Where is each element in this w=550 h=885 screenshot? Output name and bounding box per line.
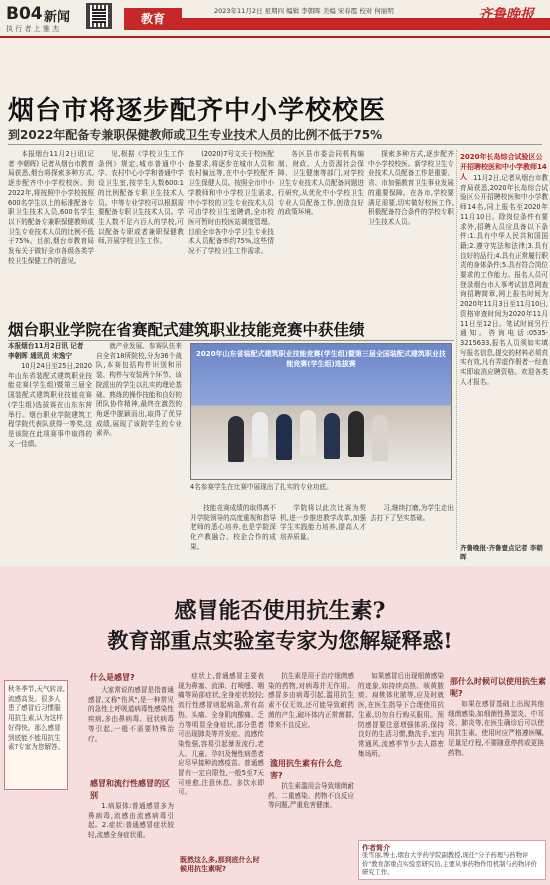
- author-note-title: 作者简介: [362, 844, 390, 852]
- story2-column-4: 学院将以此次比赛为契机,进一步推进教学改革,加强学生实践能力培养,提高人才培养质量。: [280, 504, 366, 542]
- lead-column-5: 探索多种方式,逐步配齐中小学校校医。新学校卫生专业技术人员配备工作是重要、省、市加强教育卫生事业发展的重要保障。在各市,学校要满足需要,切实做好校医工作,积极配备符合条件的学校专职卫生技术人员。: [368, 150, 454, 226]
- editor-line: 执 行 者 上 雅 杰: [6, 25, 60, 33]
- story2-column-5: 习,继续打磨,为学生走出去打下了坚实基础。: [370, 504, 454, 522]
- subhead-what-is-cold: 什么是感冒?: [90, 673, 135, 682]
- divider: [8, 340, 454, 341]
- story2-column-1: 10月24日至25日,2020年山东省装配式建筑职业技能竞赛(学生组)暨第三届全国装配式建筑职业技能竞赛(学生组)选拔赛在山东东营举行。烟台职业学院建筑工程学院代表队获得一等奖,这是该院在此项赛事中取得的又一佳绩。: [8, 362, 92, 448]
- date-line: 2023年11月2日 星期四 编辑 李朝晖 美编 宋春霞 校对 何丽明: [214, 7, 394, 15]
- divider: [8, 144, 542, 145]
- story2-headline: 烟台职业学院在省赛配式建筑职业技能竞赛中获佳绩: [8, 320, 365, 339]
- lead-column-3: (2020)7号文关于校医配备要求,将逐步在城市人员和农村偏远等,在中小学校配齐卫生保健人员。按照全市中小学教师和中小学校卫生需求,中小学校的卫生专业技术人员可由学校卫生室聘请,全市校医可暂时由校医站调度管理。目前全市各中小学卫生专业技术人员配备率约75%,这些情况不了学校卫生工作需求。: [188, 150, 274, 256]
- story3-column-3b: 抗生素滥用会导致细菌耐药、二重感染、药物不良反应等问题,严重危害健康。: [268, 782, 354, 810]
- subhead-cold-vs-flu: 感冒和流行性感冒的区别: [90, 779, 170, 800]
- photo-person: [324, 413, 340, 459]
- lead-subhead: 到2022年配备专兼职保健教师或卫生专业技术人员的比例不低于75%: [8, 128, 383, 142]
- photo-caption: 4名参赛学生在比赛中展现出了扎实的专业功底。: [190, 483, 333, 491]
- story3-column-1a: 大家常说的感冒是指普通感冒,又称"伤风",是一种常见的急性上呼吸道病毒性感染性疾病,多由鼻病毒、冠状病毒等引起,一般不需要特殊治疗。: [88, 686, 174, 743]
- channel-tab: 教育: [124, 8, 182, 30]
- story3-headline-line1: 感冒能否使用抗生素?: [174, 598, 386, 624]
- story3-headline-line2: 教育部重点实验室专家为您解疑释惑!: [107, 628, 453, 653]
- intro-quote-text: 秋冬季节,天气转凉,流感高发。很多人患了感冒后习惯服用抗生素,认为这样好得快。那么感冒到底能不能用抗生素?专家为您解答。: [8, 685, 65, 752]
- sidebar-body: 11月2日,记者从烟台市教育局获悉,2020年长岛综合试验区公开招聘校医和中小学教师14名,同上报名至2020年11月10日。除岗位条件有要求外,招聘人员应具备以下条件:1.具有中华人民共和国国籍;2.遵守宪法和法律;3.具有良好的品行;4.具有正常履行职责的身体条件;5.具有符合岗位要求的工作能力。报名人员可登录烟台市人事考试信息网查询招聘简章,网上报名时间为2020年11月3日至11月10日,资格审查时间为2020年11月11日至12日。笔试时间另行通知。咨询电话:0535-3215633,报名人员须如实填写报名信息,提交的材料必须真实有效,凡有弄虚作假者一经查实即取消应聘资格。欢迎各类人才报名。: [460, 174, 548, 386]
- lead-column-4: 各区县市委会同机构编制、财政、人力资源社会保障、卫生健康等部门,对学校卫生专业技术人员配备问题进行研究,从优化中小学校卫生专业人员配备工作,创造良好的政策环境。: [278, 150, 364, 217]
- photo-banner-text: 2020年山东省装配式建筑职业技能竞赛(学生组)暨第三届全国装配式建筑职业技能竞赛(学生组)选拔赛: [196, 350, 446, 368]
- story3-column-1b: 1.病原体:普通感冒多为鼻病毒,流感由流感病毒引起。2.症状:普通感冒症状较轻,流感全身症状重。: [88, 802, 174, 840]
- story3-column-2: 症状上,普通感冒主要表现为鼻塞、流涕、打喷嚏、咽痛等局部症状,全身症状较轻;流行性感冒则起病急,常有高热、头痛、全身肌肉酸痛、乏力等明显全身症状,部分患者可出现肺炎等并发症。流感传染性强,容易引起暴发流行,老人、儿童、孕妇及慢性病患者应尽早接种流感疫苗。普通感冒有一定自限性,一般5至7天可痊愈,注意休息、多饮水即可。: [178, 672, 264, 797]
- subhead-can-use-antibiotics: 那什么时候可以使用抗生素呢?: [450, 677, 546, 698]
- sidebar-signature: 齐鲁晚报·齐鲁壹点记者 李朝晖: [460, 544, 543, 561]
- photo-person: [228, 416, 244, 462]
- story2-column-3: 技能竞赛成绩的取得离不开学院领导的高度重视和指导老师的悉心培养,也是学院深化产教融合、校企合作的成果。: [190, 504, 276, 551]
- subhead-when-antibiotics: 既然这么多,那到底什么时候用抗生素呢?: [180, 856, 260, 873]
- story3-column-3: 抗生素是用于治疗细菌感染的药物,对病毒并无作用。感冒多由病毒引起,滥用抗生素不仅无效,还可能导致耐药菌的产生,破坏体内正常菌群,带来不良反应。: [268, 672, 354, 729]
- page-number: B04: [6, 4, 43, 24]
- photo-person: [276, 414, 292, 460]
- section-name: 新闻: [44, 10, 71, 25]
- photo-person: [252, 412, 268, 458]
- story3-column-5: 如果在感冒基础上出现其他细菌感染,如细菌性鼻窦炎、中耳炎、肺炎等,在医生确诊后可以使用抗生素。使用时应严格遵医嘱,足量足疗程,不要随意停药或更换药物。: [448, 700, 544, 757]
- sidebar-title: 2020年长岛综合试验区公开招聘校医和中小学教师14人: [460, 153, 547, 181]
- lead-column-2: 见,根据《学校卫生工作条例》规定,城市普通中小学、农村中心小学和普通中学设卫生室,按学生人数600:1的比例配备专职卫生技术人员。中等专业学校可以根据需要配备专职卫生技术人员。学生人数不足六百人的学校,可以配备专职或者兼职保健教师,开展学校卫生工作。: [98, 150, 184, 246]
- subhead-abuse-harm: 滥用抗生素有什么危害?: [270, 759, 342, 780]
- story2-byline: 本报烟台11月2日讯 记者 李朝晖 通讯员 宋逸宁: [8, 342, 84, 360]
- lead-headline: 烟台市将逐步配齐中小学校校医: [8, 96, 387, 126]
- qr-code-pattern: [92, 9, 106, 23]
- photo-person: [348, 411, 364, 457]
- lead-column-1: 本报烟台11月2日讯(记者 李朝晖) 记者从烟台市教育局获悉,烟台将探索多种方式,逐步配齐中小学校校医。到2022年,将按照中小学校按照600名学生以上的标准配备专职卫生技术人员,600名学生以下的配备专兼职保健教师或卫生专业技术人员的比例不低于75%。目前,烟台市教育局发布关于做好全市各级各类学校卫生保健工作的意见。: [8, 150, 94, 265]
- photo-person: [372, 415, 388, 461]
- story2-column-2: 就产业发展、参赛队伍来自全省18所院校,分为36个战队,本赛包括构件识别和吊装、构件与安装两个环节。该院派出的学生以扎实的理论基础、熟练的操作技能和良好的团队协作精神,最终在激烈的角逐中脱颖而出,取得了优异成绩,展现了该院学生的专业素养。: [96, 342, 182, 438]
- author-note-body: 张雪丽,博士,烟台大学药学院副教授,现任"分子药理与药物评价"教育部重点实验室研究员,主要从事药物作用机制与药物评价研究工作。: [362, 852, 537, 876]
- photo-person: [300, 410, 316, 456]
- story3-column-4: 如果感冒后出现细菌感染的迹象,如持续高热、咳黄脓痰、扁桃体化脓等,应及时就医,在医生指导下合理使用抗生素,切勿自行购买服用。预防感冒要注意增强体质,保持良好的生活习惯,勤洗手,室内常通风,流感季节少去人群密集场所。: [358, 672, 444, 758]
- brand-logo: 齐鲁晚报: [478, 7, 534, 23]
